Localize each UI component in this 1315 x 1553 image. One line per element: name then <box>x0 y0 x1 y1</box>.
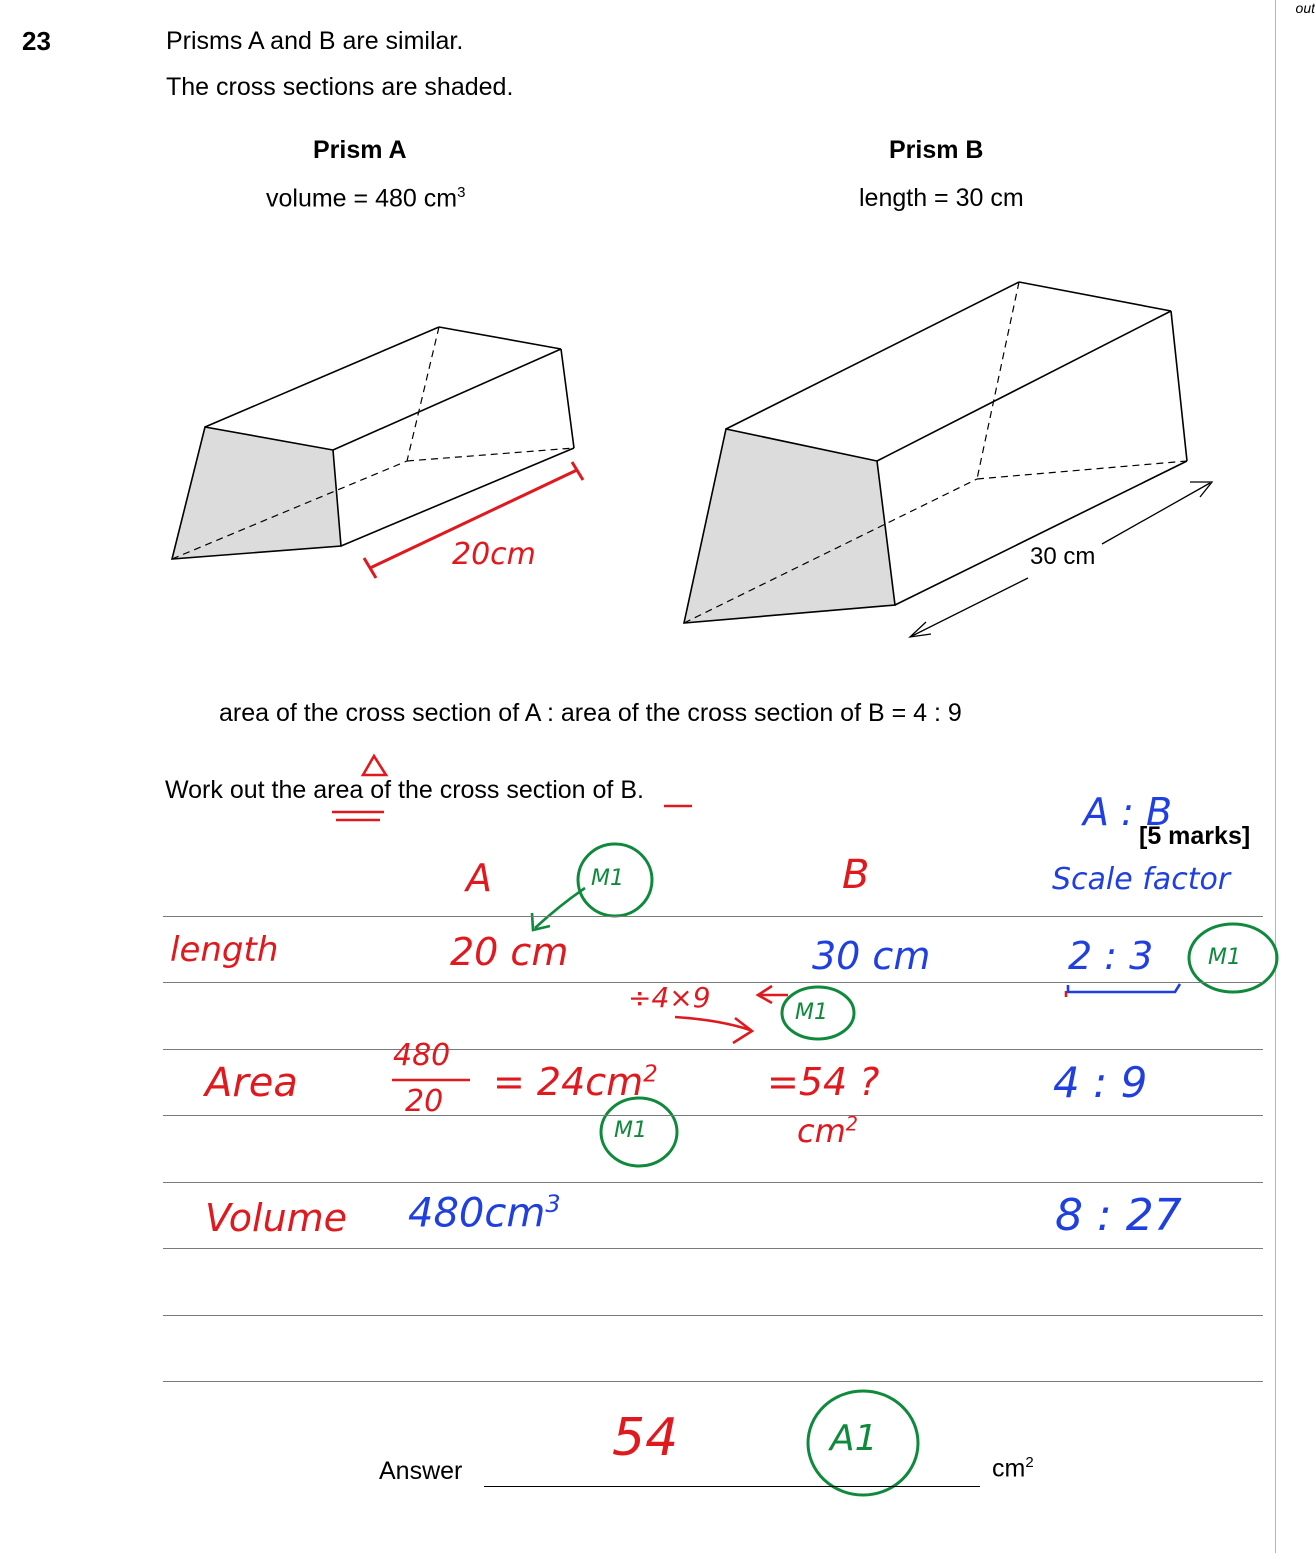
prism-b <box>684 282 1212 637</box>
hand-row-area-label: Area <box>205 1060 298 1106</box>
prism-b-info: length = 30 cm <box>859 184 1024 212</box>
hand-operation: ÷4×9 <box>628 981 711 1014</box>
hand-row-length-ratio: 2 : 3 <box>1068 934 1154 978</box>
hand-mark-m1-a: M1 <box>591 866 624 891</box>
prism-b-length-label: 30 cm <box>1030 543 1096 570</box>
hand-area-b-unit: $cm^2$ <box>797 1112 858 1150</box>
prism-b-title: Prism B <box>889 136 984 164</box>
working-line-5 <box>163 1182 1263 1183</box>
hand-area-numerator: 480 <box>393 1038 451 1073</box>
hand-row-length-b: 30 cm <box>812 934 931 978</box>
working-line-3 <box>163 1049 1263 1050</box>
hand-area-result: = $24cm^2$ <box>493 1060 658 1104</box>
hand-row-volume-ratio: 8 : 27 <box>1055 1190 1182 1241</box>
hand-row-length-a: 20 cm <box>450 930 569 974</box>
working-arrows <box>532 888 788 1043</box>
hand-row-volume-label: Volume <box>205 1196 348 1240</box>
working-line-1 <box>163 916 1263 917</box>
hand-mark-m1-ratio: M1 <box>1208 945 1241 970</box>
length-arrow-lower <box>912 578 1028 636</box>
prism-a-info: volume = 480 $cm^3$ <box>266 184 466 213</box>
answer-label: Answer <box>379 1457 463 1485</box>
prism-b-cross-section <box>684 429 895 623</box>
working-line-6 <box>163 1248 1263 1249</box>
length-arrow-upper <box>1102 483 1210 544</box>
hand-heading-b: B <box>842 852 870 898</box>
answer-unit: $cm^2$ <box>992 1454 1034 1483</box>
hand-row-volume-a: $480cm^3$ <box>408 1190 561 1237</box>
hand-mark-m1-op: M1 <box>795 1000 828 1025</box>
margin-label: out <box>1295 0 1315 16</box>
hand-answer-value: 54 <box>612 1408 679 1468</box>
ratio-statement: area of the cross section of A : area of the cross section of B = 4 : 9 <box>219 699 962 727</box>
working-line-2 <box>163 982 1263 983</box>
hand-area-denominator: 20 <box>405 1084 444 1119</box>
answer-line <box>484 1486 980 1487</box>
marks: [5 marks] <box>1139 822 1251 850</box>
hand-area-b: =54 ? <box>767 1060 880 1104</box>
working-line-7 <box>163 1315 1263 1316</box>
hand-row-area-ratio: 4 : 9 <box>1053 1058 1148 1107</box>
hand-mark-m1-area: M1 <box>614 1118 647 1143</box>
working-line-4 <box>163 1115 1263 1116</box>
hand-heading-a: A <box>466 856 492 900</box>
prism-a <box>172 327 574 559</box>
hand-prism-a-length: 20cm <box>452 537 536 572</box>
blue-bracket <box>1068 984 1180 992</box>
instruction: Work out the area of the cross section of B. <box>165 776 644 804</box>
working-line-8 <box>163 1381 1263 1382</box>
question-line-2: The cross sections are shaded. <box>166 73 514 101</box>
question-line-1: Prisms A and B are similar. <box>166 27 464 55</box>
hand-mark-a1: A1 <box>830 1418 878 1459</box>
hand-row-length-label: length <box>170 930 279 970</box>
prism-a-title: Prism A <box>313 136 407 164</box>
hand-heading-ratio: A : B <box>1083 790 1173 834</box>
prism-a-cross-section <box>172 427 341 559</box>
question-number: 23 <box>22 26 51 56</box>
hand-heading-scale: Scale factor <box>1052 862 1231 897</box>
